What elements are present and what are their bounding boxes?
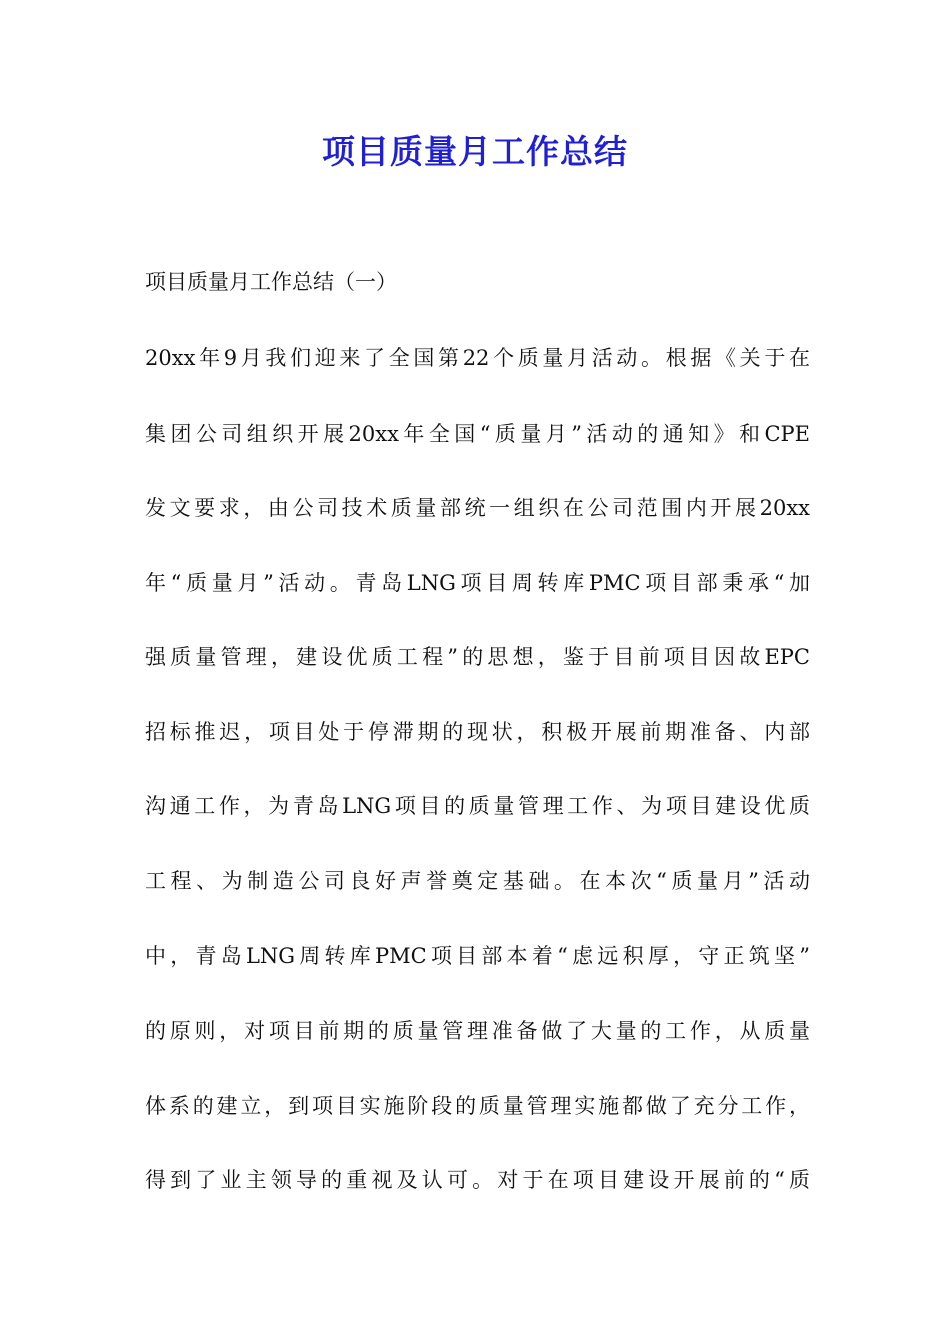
body-line: 招标推迟，项目处于停滞期的现状，积极开展前期准备、内部 xyxy=(145,720,810,744)
body-line: 沟通工作，为青岛LNG项目的质量管理工作、为项目建设优质 xyxy=(145,794,810,818)
body-line: 20xx年9月我们迎来了全国第22个质量月活动。根据《关于在 xyxy=(145,346,810,370)
body-line: 发文要求，由公司技术质量部统一组织在公司范围内开展20xx xyxy=(145,496,810,520)
body-line: 工程、为制造公司良好声誉奠定基础。在本次“质量月”活动 xyxy=(145,869,810,893)
body-line: 得到了业主领导的重视及认可。对于在项目建设开展前的“质 xyxy=(145,1168,810,1192)
body-line: 强质量管理，建设优质工程”的思想，鉴于目前项目因故EPC xyxy=(145,645,810,669)
body-line: 集团公司组织开展20xx年全国“质量月”活动的通知》和CPE xyxy=(145,422,810,446)
section-heading: 项目质量月工作总结（一） xyxy=(145,270,397,294)
document-title: 项目质量月工作总结 xyxy=(322,132,628,171)
body-line: 中，青岛LNG周转库PMC项目部本着“虑远积厚，守正筑坚” xyxy=(145,944,810,968)
body-line: 的原则，对项目前期的质量管理准备做了大量的工作，从质量 xyxy=(145,1019,810,1043)
body-line: 年“质量月”活动。青岛LNG项目周转库PMC项目部秉承“加 xyxy=(145,571,810,595)
body-line: 体系的建立，到项目实施阶段的质量管理实施都做了充分工作， xyxy=(145,1094,810,1118)
